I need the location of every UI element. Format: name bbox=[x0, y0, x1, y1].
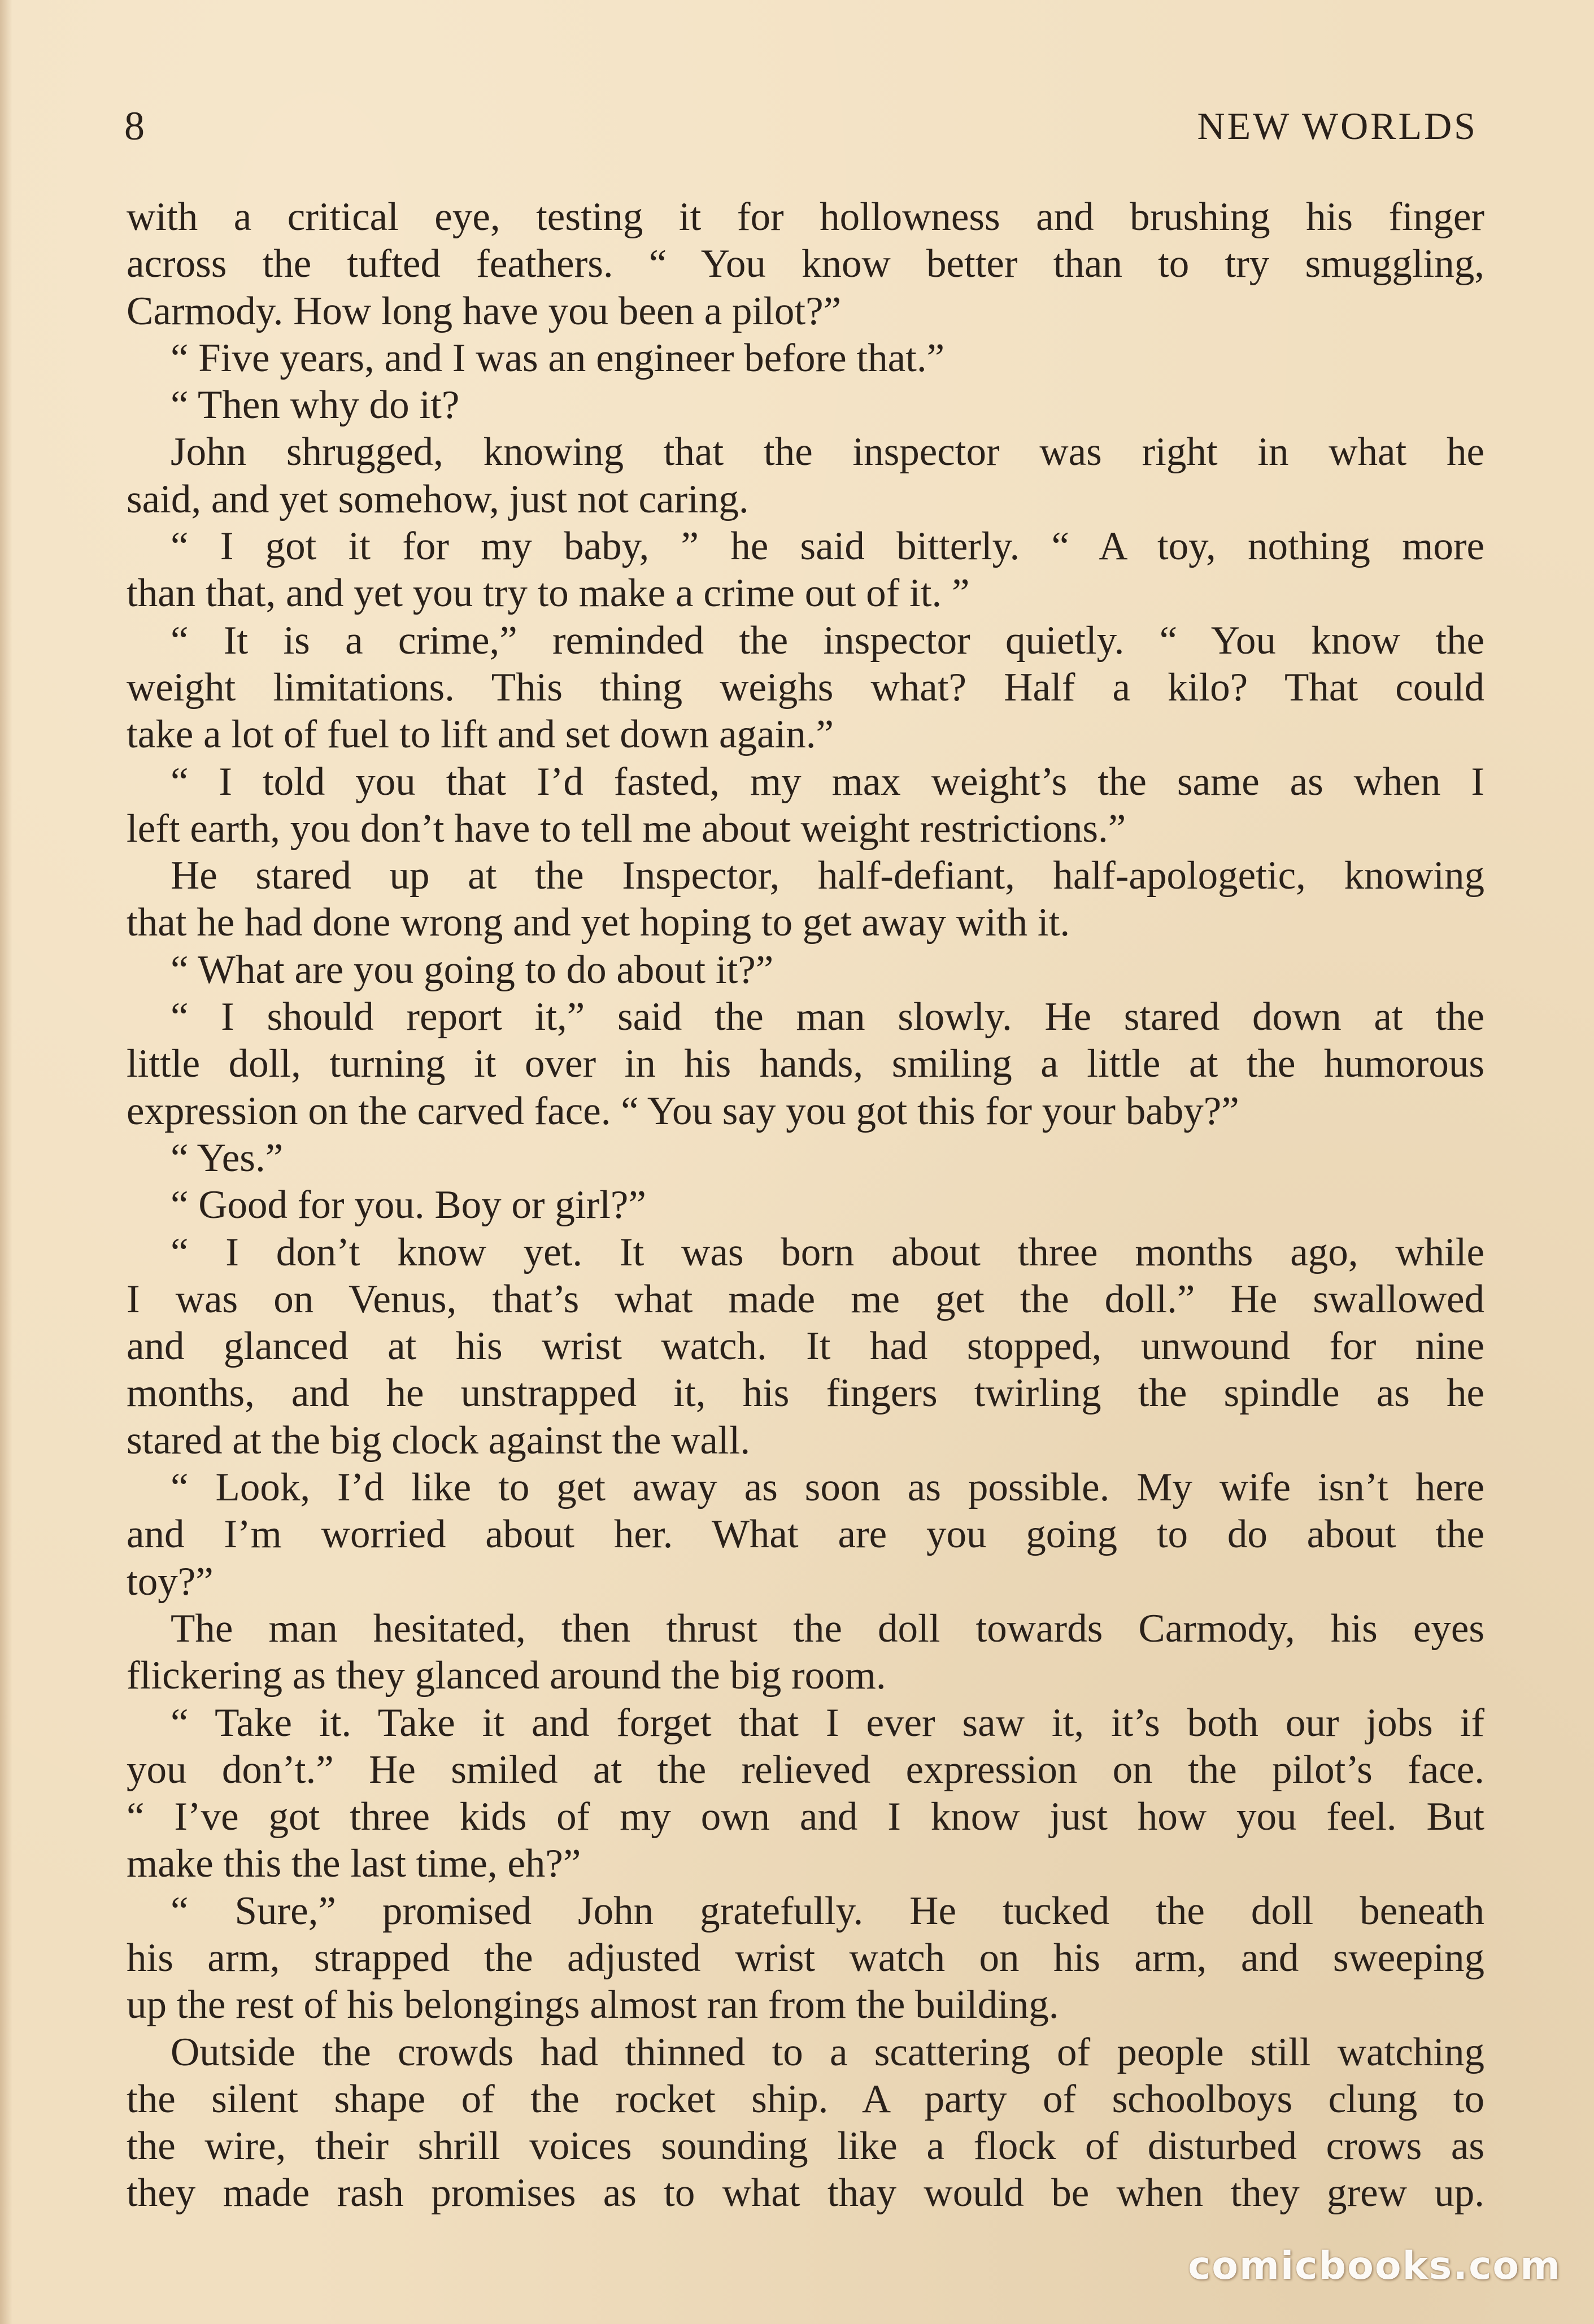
text-line: they made rash promises as to what thay would be when they grew up. bbox=[127, 2171, 1484, 2216]
text-line: the wire, their shrill voices sounding like a flock of disturbed crows as bbox=[127, 2124, 1484, 2169]
page-number: 8 bbox=[124, 103, 146, 149]
text-line: and I’m worried about her. What are you going to do about the bbox=[127, 1512, 1484, 1557]
text-line: make this the last time, eh?” bbox=[127, 1842, 581, 1886]
text-line: “ Five years, and I was an engineer before that.” bbox=[171, 336, 945, 380]
text-line: up the rest of his belongings almost ran from the building. bbox=[127, 1983, 1059, 2027]
watermark: comicbooks.com bbox=[1187, 2244, 1561, 2288]
text-line: stared at the big clock against the wall. bbox=[127, 1418, 751, 1463]
text-line: and glanced at his wrist watch. It had stopped, unwound for nine bbox=[127, 1324, 1484, 1369]
text-line: “ What are you going to do about it?” bbox=[171, 947, 774, 992]
text-line: “ I should report it,” said the man slowly. He stared down at the bbox=[171, 995, 1484, 1039]
text-line: “ Sure,” promised John gratefully. He tucked the doll beneath bbox=[171, 1888, 1484, 1933]
body-text bbox=[127, 194, 1484, 2227]
text-line: The man hesitated, then thrust the doll towards Carmody, his eyes bbox=[171, 1606, 1484, 1651]
text-line: months, and he unstrapped it, his fingers twirling the spindle as he bbox=[127, 1371, 1484, 1416]
text-line: flickering as they glanced around the big room. bbox=[127, 1653, 886, 1698]
text-line: “ Take it. Take it and forget that I ever saw it, it’s both our jobs if bbox=[171, 1700, 1484, 1745]
journal-title: NEW WORLDS bbox=[1197, 105, 1478, 147]
text-line: “ I told you that I’d fasted, my max weight’s the same as when I bbox=[171, 759, 1484, 804]
text-line: take a lot of fuel to lift and set down again.” bbox=[127, 712, 834, 757]
text-line: Carmody. How long have you been a pilot?” bbox=[127, 289, 842, 333]
page-edge-shadow bbox=[0, 0, 12, 2324]
text-line: John shrugged, knowing that the inspector was right in what he bbox=[171, 430, 1484, 475]
text-line: He stared up at the Inspector, half-defiant, half-apologetic, knowing bbox=[171, 854, 1484, 898]
text-line: little doll, turning it over in his hands, smiling a little at the humorous bbox=[127, 1042, 1484, 1086]
running-head bbox=[124, 95, 1478, 157]
text-line: with a critical eye, testing it for hollowness and brushing his finger bbox=[127, 195, 1484, 239]
text-line: left earth, you don’t have to tell me about weight restrictions.” bbox=[127, 806, 1126, 851]
text-line: across the tufted feathers. “ You know better than to try smuggling, bbox=[127, 242, 1484, 286]
text-line: I was on Venus, that’s what made me get the doll.” He swallowed bbox=[127, 1277, 1484, 1321]
text-line: “ I got it for my baby, ” he said bitterly. “ A toy, nothing more bbox=[171, 524, 1484, 569]
text-line: his arm, strapped the adjusted wrist watch on his arm, and sweeping bbox=[127, 1935, 1484, 1980]
text-line: Outside the crowds had thinned to a scattering of people still watching bbox=[171, 2030, 1484, 2074]
text-line: “ Look, I’d like to get away as soon as possible. My wife isn’t here bbox=[171, 1465, 1484, 1510]
text-line: the silent shape of the rocket ship. A party of schoolboys clung to bbox=[127, 2077, 1484, 2121]
text-line: “ Good for you. Boy or girl?” bbox=[171, 1183, 646, 1228]
text-line: “ Then why do it? bbox=[171, 383, 460, 428]
text-line: toy?” bbox=[127, 1559, 214, 1604]
text-line: “ Yes.” bbox=[171, 1135, 284, 1180]
text-line: said, and yet somehow, just not caring. bbox=[127, 477, 749, 521]
text-line: that he had done wrong and yet hoping to get away with it. bbox=[127, 900, 1070, 945]
text-line: “ I’ve got three kids of my own and I know just how you feel. But bbox=[127, 1795, 1484, 1839]
text-line: you don’t.” He smiled at the relieved expression on the pilot’s face. bbox=[127, 1747, 1484, 1792]
text-line: expression on the carved face. “ You say you got this for your baby?” bbox=[127, 1089, 1239, 1133]
text-line: weight limitations. This thing weighs what? Half a kilo? That could bbox=[127, 665, 1484, 710]
text-line: “ I don’t know yet. It was born about three months ago, while bbox=[171, 1230, 1484, 1274]
text-line: than that, and yet you try to make a crime out of it. ” bbox=[127, 571, 970, 616]
text-line: “ It is a crime,” reminded the inspector quietly. “ You know the bbox=[171, 618, 1484, 663]
